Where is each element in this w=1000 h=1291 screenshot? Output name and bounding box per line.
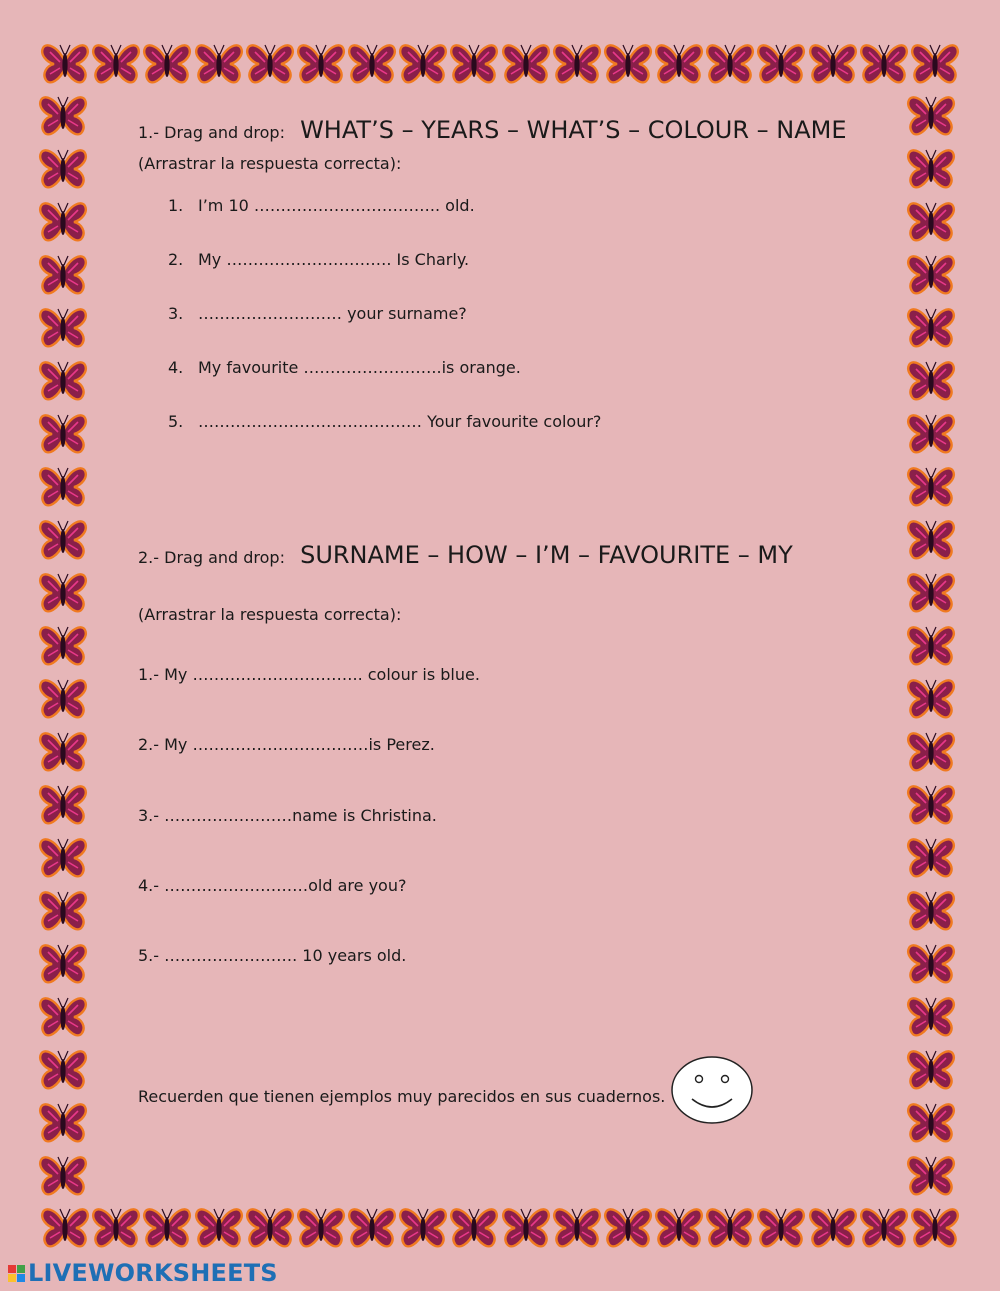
section2-item-5: 5.- ……………………. 10 years old. [138, 946, 407, 965]
butterfly-icon [906, 730, 956, 774]
butterfly-icon [906, 1048, 956, 1092]
butterfly-icon [296, 42, 346, 86]
butterfly-icon [38, 942, 88, 986]
butterfly-icon [38, 783, 88, 827]
butterfly-icon [142, 1206, 192, 1250]
item-number: 2. [168, 250, 184, 269]
right-butterfly-border [906, 94, 958, 1198]
butterfly-icon [654, 42, 704, 86]
butterfly-icon [501, 1206, 551, 1250]
butterfly-icon [756, 1206, 806, 1250]
butterfly-icon [603, 42, 653, 86]
butterfly-icon [808, 1206, 858, 1250]
butterfly-icon [808, 42, 858, 86]
butterfly-icon [38, 412, 88, 456]
butterfly-icon [906, 518, 956, 562]
butterfly-icon [38, 1154, 88, 1198]
logo-text: LIVEWORKSHEETS [28, 1259, 278, 1287]
butterfly-icon [756, 42, 806, 86]
butterfly-icon [38, 889, 88, 933]
butterfly-icon [245, 42, 295, 86]
section2-item-4: 4.- ………………………old are you? [138, 876, 407, 895]
butterfly-icon [906, 306, 956, 350]
butterfly-icon [449, 42, 499, 86]
butterfly-icon [705, 1206, 755, 1250]
butterfly-icon [906, 94, 956, 138]
butterfly-icon [38, 1048, 88, 1092]
butterfly-icon [38, 465, 88, 509]
butterfly-icon [906, 783, 956, 827]
item-text: My …………………………. Is Charly. [198, 250, 470, 269]
top-butterfly-border [40, 42, 960, 86]
section2-heading-prefix: 2.- Drag and drop: [138, 548, 285, 567]
item-text: ……………………… your surname? [198, 304, 467, 323]
butterfly-icon [552, 1206, 602, 1250]
butterfly-icon [194, 42, 244, 86]
butterfly-icon [906, 836, 956, 880]
section1-item-2 [168, 250, 469, 269]
butterfly-icon [38, 677, 88, 721]
liveworksheets-logo-icon [8, 1265, 25, 1282]
butterfly-icon [91, 42, 141, 86]
section2-item-1: 1.- My ………………………….. colour is blue. [138, 665, 480, 684]
item-number: 5. [168, 412, 184, 431]
butterfly-icon [38, 1101, 88, 1145]
section1-item-3 [168, 304, 467, 323]
butterfly-icon [38, 571, 88, 615]
section2-word-bank: SURNAME – HOW – I’M – FAVOURITE – MY [300, 541, 793, 569]
butterfly-icon [859, 1206, 909, 1250]
butterfly-icon [906, 412, 956, 456]
butterfly-icon [654, 1206, 704, 1250]
item-text: My favourite ……………………..is orange. [198, 358, 521, 377]
section1-item-1 [168, 196, 475, 215]
butterfly-icon [906, 147, 956, 191]
section1-word-bank: WHAT’S – YEARS – WHAT’S – COLOUR – NAME [300, 116, 847, 144]
butterfly-icon [347, 42, 397, 86]
butterfly-icon [347, 1206, 397, 1250]
butterfly-icon [38, 730, 88, 774]
section1-item-5 [168, 412, 601, 431]
butterfly-icon [38, 995, 88, 1039]
butterfly-icon [906, 624, 956, 668]
butterfly-icon [398, 1206, 448, 1250]
butterfly-icon [906, 889, 956, 933]
section2-item-3: 3.- ……………………name is Christina. [138, 806, 437, 825]
section2-heading [138, 541, 793, 569]
butterfly-icon [38, 147, 88, 191]
item-text: I’m 10 …………………………….. old. [198, 196, 475, 215]
section1-instruction: (Arrastrar la respuesta correcta): [138, 154, 402, 173]
item-number: 4. [168, 358, 184, 377]
butterfly-icon [38, 836, 88, 880]
butterfly-icon [906, 465, 956, 509]
butterfly-icon [906, 942, 956, 986]
butterfly-icon [910, 42, 960, 86]
butterfly-icon [859, 42, 909, 86]
item-text: …………………………………… Your favourite colour? [198, 412, 602, 431]
butterfly-icon [38, 306, 88, 350]
butterfly-icon [906, 677, 956, 721]
liveworksheets-logo [8, 1260, 278, 1286]
butterfly-icon [38, 253, 88, 297]
closing-note: Recuerden que tienen ejemplos muy parecidos en sus cuadernos. [138, 1087, 666, 1106]
butterfly-icon [40, 1206, 90, 1250]
smiley-face-icon [670, 1055, 754, 1125]
butterfly-icon [906, 571, 956, 615]
butterfly-icon [296, 1206, 346, 1250]
butterfly-icon [906, 995, 956, 1039]
butterfly-icon [906, 359, 956, 403]
butterfly-icon [194, 1206, 244, 1250]
section1-heading-prefix: 1.- Drag and drop: [138, 123, 285, 142]
section2-instruction: (Arrastrar la respuesta correcta): [138, 605, 402, 624]
butterfly-icon [906, 200, 956, 244]
butterfly-icon [38, 624, 88, 668]
butterfly-icon [38, 359, 88, 403]
butterfly-icon [603, 1206, 653, 1250]
butterfly-icon [40, 42, 90, 86]
butterfly-icon [398, 42, 448, 86]
butterfly-icon [38, 94, 88, 138]
item-number: 3. [168, 304, 184, 323]
butterfly-icon [906, 1101, 956, 1145]
butterfly-icon [38, 200, 88, 244]
butterfly-icon [245, 1206, 295, 1250]
section1-item-4 [168, 358, 521, 377]
butterfly-icon [449, 1206, 499, 1250]
butterfly-icon [906, 253, 956, 297]
item-number: 1. [168, 196, 184, 215]
section2-item-2: 2.- My ……………………………is Perez. [138, 735, 435, 754]
section1-heading [138, 116, 847, 144]
butterfly-icon [910, 1206, 960, 1250]
butterfly-icon [142, 42, 192, 86]
left-butterfly-border [38, 94, 90, 1198]
butterfly-icon [38, 518, 88, 562]
bottom-butterfly-border [40, 1206, 960, 1250]
butterfly-icon [91, 1206, 141, 1250]
butterfly-icon [501, 42, 551, 86]
butterfly-icon [705, 42, 755, 86]
butterfly-icon [552, 42, 602, 86]
butterfly-icon [906, 1154, 956, 1198]
